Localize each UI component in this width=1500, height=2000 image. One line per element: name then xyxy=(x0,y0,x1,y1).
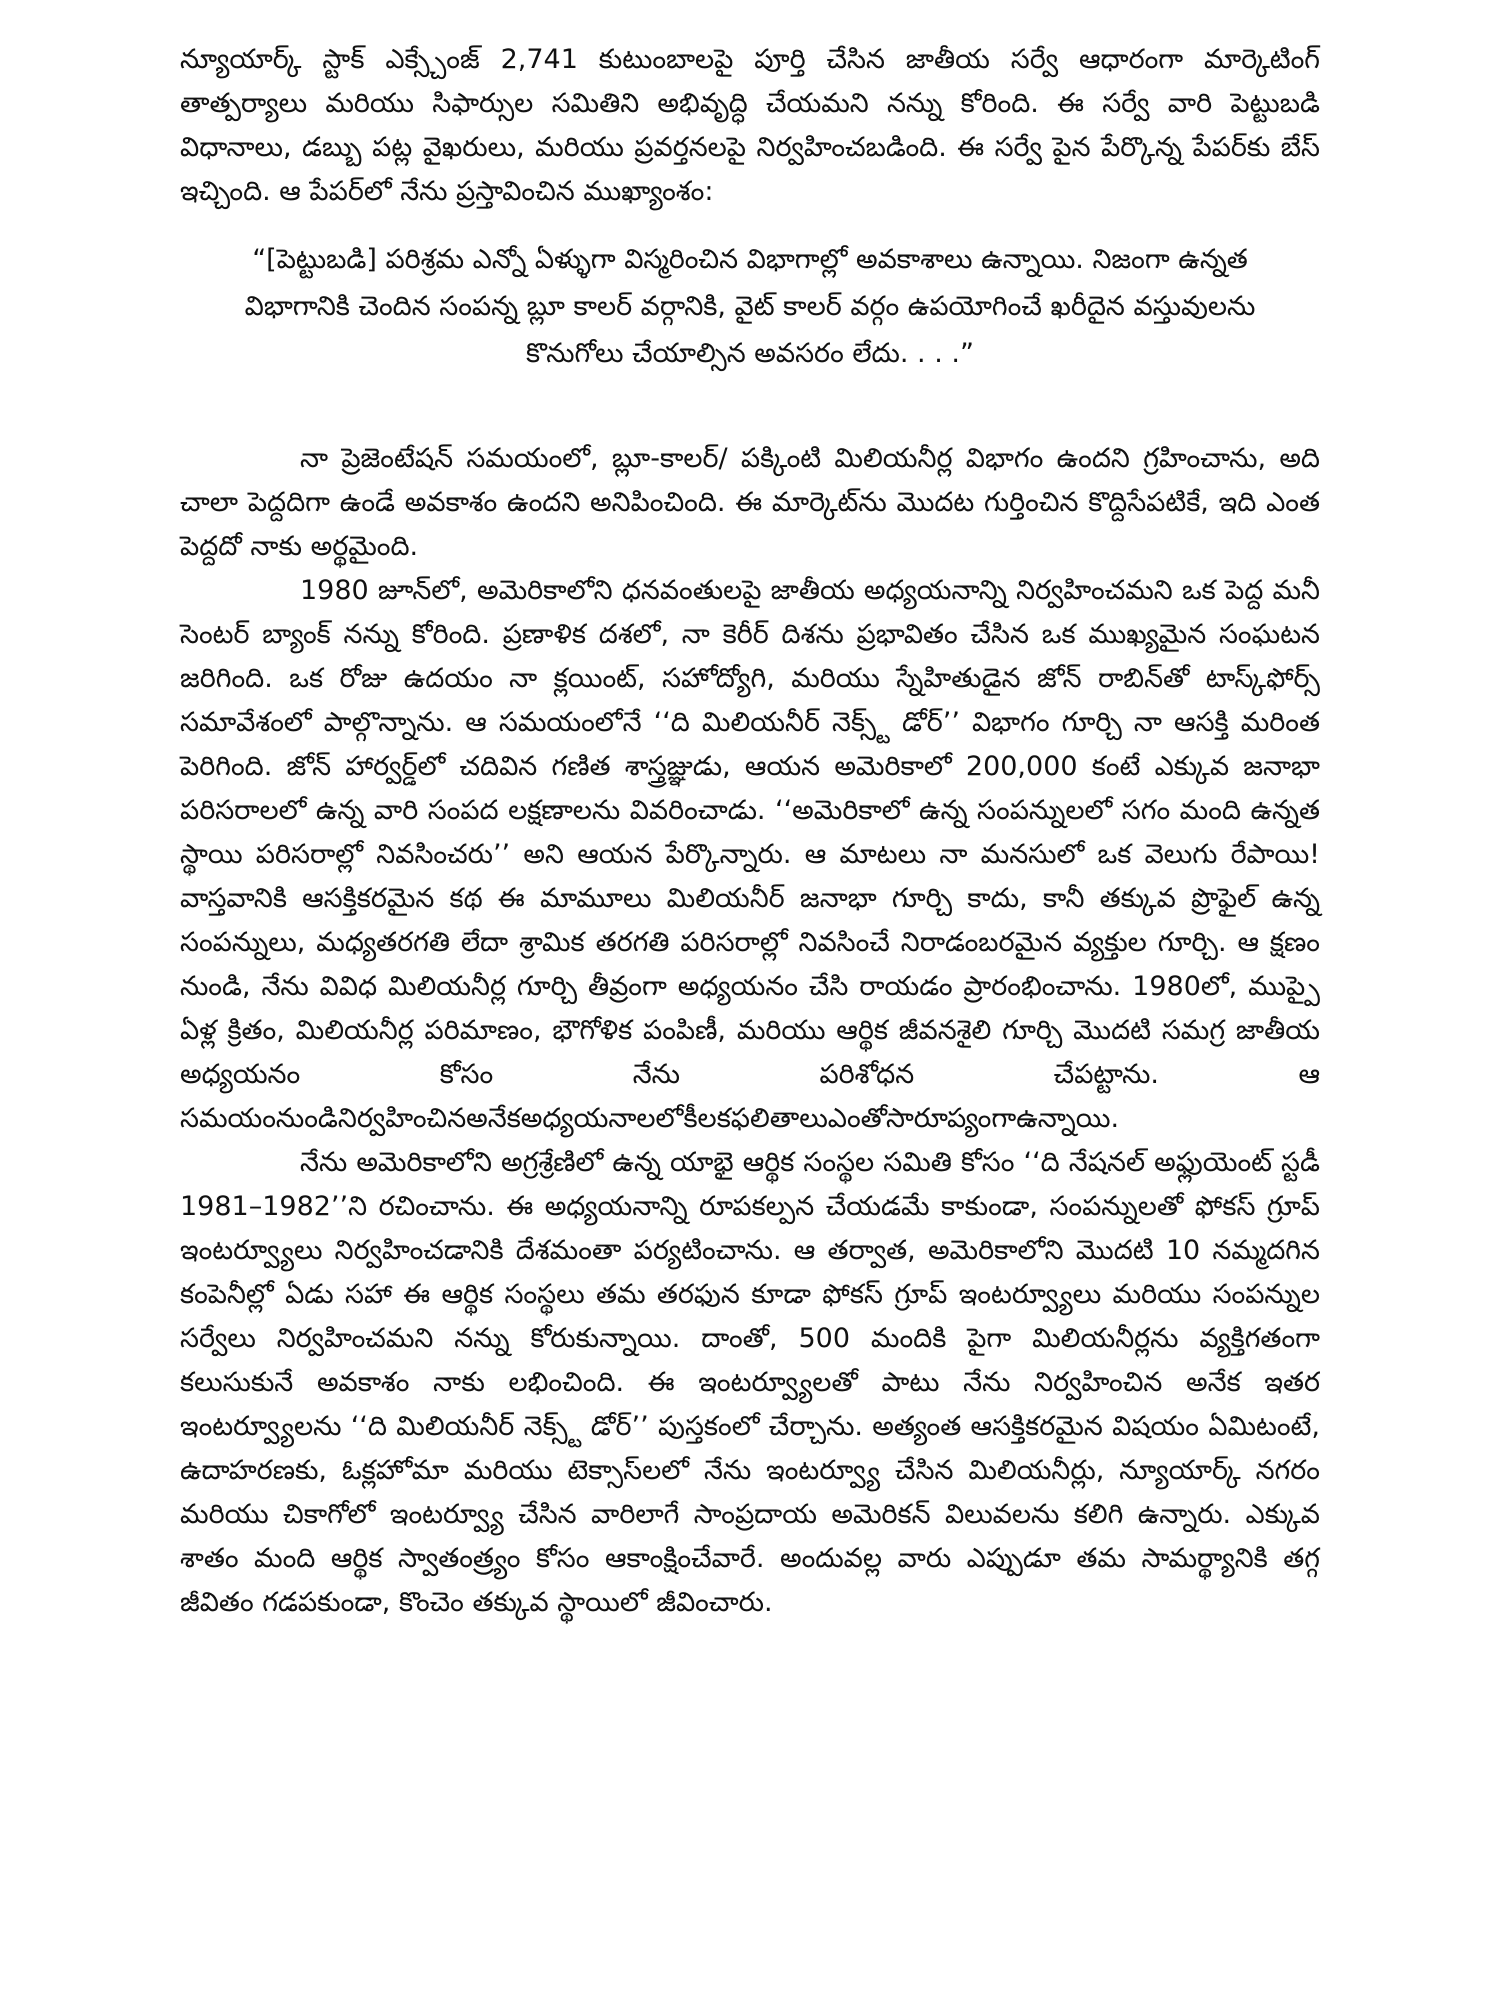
paragraph-presentation: నా ప్రెజెంటేషన్ సమయంలో, బ్లూ-కాలర్/ పక్కింటి మిలియనీర్ల విభాగం ఉందని గ్రహించాను, అది చాలా పెద్దదిగా ఉండే అవకాశం ఉందని అనిపించింది. ఈ మార్కెట్‌ను మొదట గుర్తించిన కొద్దిసేపటికే, ఇది ఎంత పెద్దదో నాకు అర్థమైంది. xyxy=(180,443,1320,562)
document-page xyxy=(180,38,1320,1625)
quote-block: “[పెట్టుబడి] పరిశ్రమ ఎన్నో ఏళ్ళుగా విస్మరించిన విభాగాల్లో అవకాశాలు ఉన్నాయి. నిజంగా ఉన్నత విభాగానికి చెందిన సంపన్న బ్లూ కాలర్ వర్గానికి, వైట్ కాలర్ వర్గం ఉపయోగించే ఖరీదైన వస్తువులను కొనుగోలు చేయాల్సిన అవసరం లేదు. . . .” xyxy=(244,244,1256,369)
paragraph-affluent-study: నేను అమెరికాలోని అగ్రశ్రేణిలో ఉన్న యాభై ఆర్థిక సంస్థల సమితి కోసం ‘‘ది నేషనల్ అఫ్లుయెంట్ స్టడీ 1981–1982’’ని రచించాను. ఈ అధ్యయనాన్ని రూపకల్పన చేయడమే కాకుండా, సంపన్నులతో ఫోకస్ గ్రూప్ ఇంటర్వ్యూలు నిర్వహించడానికి దేశమంతా పర్యటించాను. ఆ తర్వాత, అమెరికాలోని మొదటి 10 నమ్మదగిన కంపెనీల్లో ఏడు సహా ఈ ఆర్థిక సంస్థలు తమ తరఫున కూడా ఫోకస్ గ్రూప్ ఇంటర్వ్యూలు మరియు సంపన్నుల సర్వేలు నిర్వహించమని నన్ను కోరుకున్నాయి. దాంతో, 500 మందికి పైగా మిలియనీర్లను వ్యక్తిగతంగా కలుసుకునే అవకాశం నాకు లభించింది. ఈ ఇంటర్వ్యూలతో పాటు నేను నిర్వహించిన అనేక ఇతర ఇంటర్వ్యూలను ‘‘ది మిలియనీర్ నెక్స్ట్ డోర్’’ పుస్తకంలో చేర్చాను. అత్యంత ఆసక్తికరమైన విషయం ఏమిటంటే, ఉదాహరణకు, ఓక్లహోమా మరియు టెక్సాస్‌లలో నేను ఇంటర్వ్యూ చేసిన మిలియనీర్లు, న్యూయార్క్ నగరం మరియు చికాగోలో ఇంటర్వ్యూ చేసిన వారిలాగే సాంప్రదాయ అమెరికన్ విలువలను కలిగి ఉన్నారు. ఎక్కువ శాతం మంది ఆర్థిక స్వాతంత్ర్యం కోసం ఆకాంక్షించేవారే. అందువల్ల వారు ఎప్పుడూ తమ సామర్థ్యానికి తగ్గ జీవితం గడపకుండా, కొంచెం తక్కువ స్థాయిలో జీవించారు. xyxy=(180,1147,1320,1618)
paragraph-june-1980: 1980 జూన్‌లో, అమెరికాలోని ధనవంతులపై జాతీయ అధ్యయనాన్ని నిర్వహించమని ఒక పెద్ద మనీ సెంటర్ బ్యాంక్ నన్ను కోరింది. ప్రణాళిక దశలో, నా కెరీర్ దిశను ప్రభావితం చేసిన ఒక ముఖ్యమైన సంఘటన జరిగింది. ఒక రోజు ఉదయం నా క్లయింట్, సహోద్యోగి, మరియు స్నేహితుడైన జోన్ రాబిన్‌తో టాస్క్‌ఫోర్స్ సమావేశంలో పాల్గొన్నాను. ఆ సమయంలోనే ‘‘ది మిలియనీర్ నెక్స్ట్ డోర్’’ విభాగం గూర్చి నా ఆసక్తి మరింత పెరిగింది. జోన్ హార్వర్డ్‌లో చదివిన గణిత శాస్త్రజ్ఞుడు, ఆయన అమెరికాలో 200,000 కంటే ఎక్కువ జనాభా పరిసరాలలో ఉన్న వారి సంపద లక్షణాలను వివరించాడు. ‘‘అమెరికాలో ఉన్న సంపన్నులలో సగం మంది ఉన్నత స్థాయి పరిసరాల్లో నివసించరు’’ అని ఆయన పేర్కొన్నారు. ఆ మాటలు నా మనసులో ఒక వెలుగు రేపాయి! వాస్తవానికి ఆసక్తికరమైన కథ ఈ మామూలు మిలియనీర్ జనాభా గూర్చి కాదు, కానీ తక్కువ ప్రొఫైల్ ఉన్న సంపన్నులు, మధ్యతరగతి లేదా శ్రామిక తరగతి పరిసరాల్లో నివసించే నిరాడంబరమైన వ్యక్తుల గూర్చి. ఆ క్షణం నుండి, నేను వివిధ మిలియనీర్ల గూర్చి తీవ్రంగా అధ్యయనం చేసి రాయడం ప్రారంభించాను. 1980లో, ముప్పై ఏళ్ల క్రితం, మిలియనీర్ల పరిమాణం, భౌగోళిక పంపిణీ, మరియు ఆర్థిక జీవనశైలి గూర్చి మొదటి సమగ్ర జాతీయ అధ్యయనం కోసం నేను పరిశోధన చేపట్టాను. ఆ సమయంనుండినిర్వహించినఅనేకఅధ్యయనాలలోకీలకఫలితాలుఎంతోసారూప్యంగాఉన్నాయి. xyxy=(180,575,1320,1134)
paragraph-intro: న్యూయార్క్ స్టాక్ ఎక్స్చేంజ్ 2,741 కుటుంబాలపై పూర్తి చేసిన జాతీయ సర్వే ఆధారంగా మార్కెటింగ్ తాత్పర్యాలు మరియు సిఫార్సుల సమితిని అభివృద్ధి చేయమని నన్ను కోరింది. ఈ సర్వే వారి పెట్టుబడి విధానాలు, డబ్బు పట్ల వైఖరులు, మరియు ప్రవర్తనలపై నిర్వహించబడింది. ఈ సర్వే పైన పేర్కొన్న పేపర్‌కు బేస్ ఇచ్చింది. ఆ పేపర్‌లో నేను ప్రస్తావించిన ముఖ్యాంశం: xyxy=(180,44,1320,207)
